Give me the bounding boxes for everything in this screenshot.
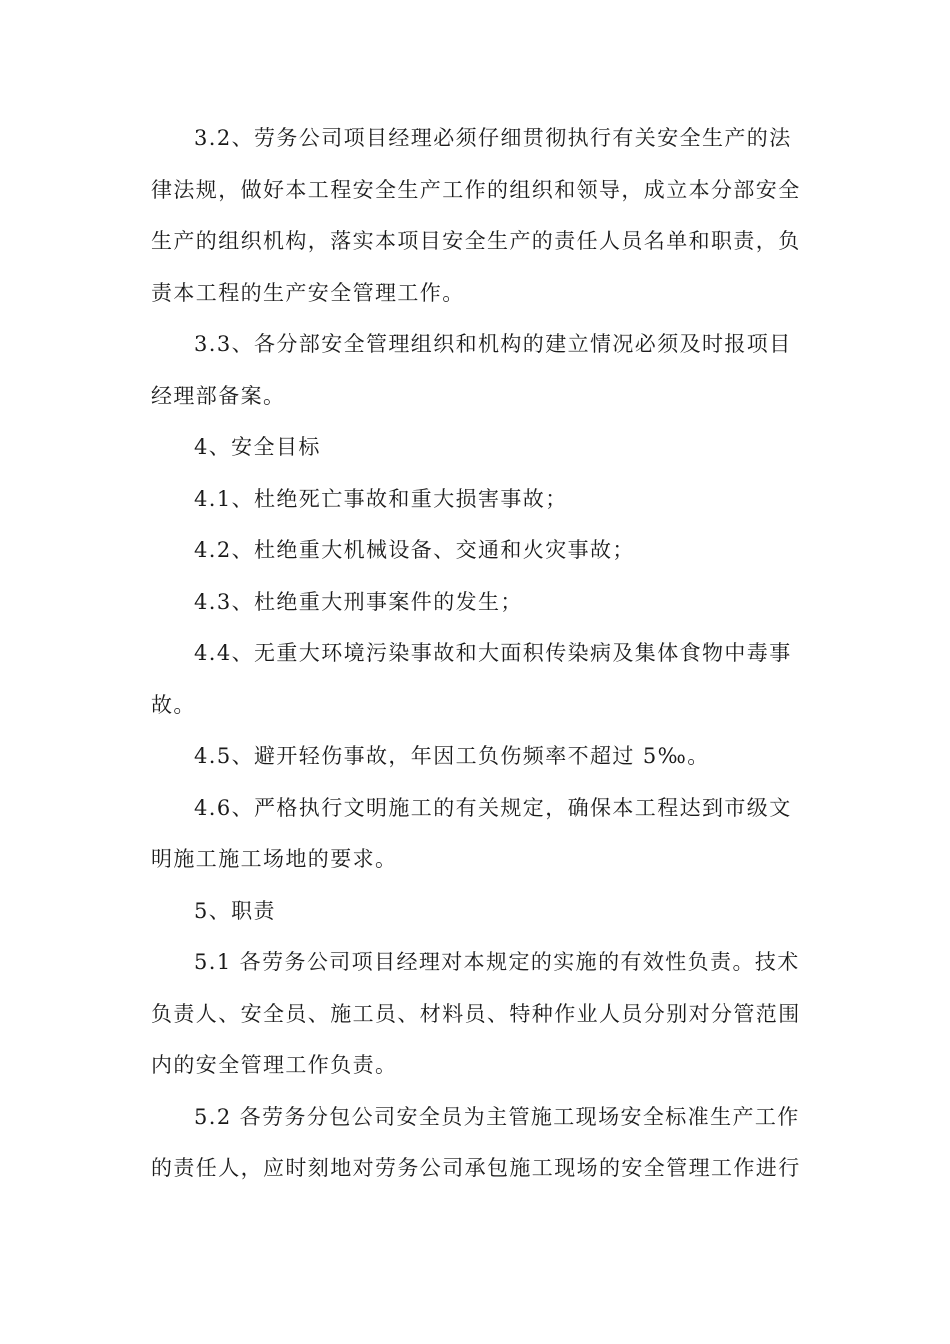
text-line: 内的安全管理工作负责。 — [151, 1053, 398, 1077]
text-line: 律法规，做好本工程安全生产工作的组织和领导，成立本分部安全 — [151, 177, 801, 202]
section-heading-4 — [151, 422, 801, 474]
paragraph-4-2 — [151, 525, 801, 577]
text-line: 3.2、劳务公司项目经理必须仔细贯彻执行有关安全生产的法 — [194, 126, 792, 150]
text-line: 4.6、严格执行文明施工的有关规定，确保本工程达到市级文 — [194, 795, 792, 820]
text-line: 的责任人，应时刻地对劳务公司承包施工现场的安全管理工作进行 — [151, 1156, 801, 1180]
text-line: 3.3、各分部安全管理组织和机构的建立情况必须及时报项目 — [194, 332, 792, 356]
text-line: 4.3、杜绝重大刑事案件的发生； — [194, 589, 523, 614]
text-line: 4.1、杜绝死亡事故和重大损害事故； — [194, 486, 568, 511]
document-body — [151, 113, 801, 1195]
paragraph-3-2 — [151, 113, 801, 319]
paragraph-4-6 — [151, 783, 801, 886]
paragraph-3-3 — [151, 319, 801, 422]
paragraph-4-5 — [151, 731, 801, 783]
text-line: 责本工程的生产安全管理工作。 — [151, 280, 465, 305]
text-line: 5.2 各劳务分包公司安全员为主管施工现场安全标准生产工作 — [194, 1104, 800, 1129]
paragraph-4-3 — [151, 577, 801, 629]
text-line: 明施工施工场地的要求。 — [151, 847, 398, 871]
text-line: 4.2、杜绝重大机械设备、交通和火灾事故； — [194, 538, 635, 562]
text-line: 经理部备案。 — [151, 383, 286, 408]
text-line: 生产的组织机构，落实本项目安全生产的责任人员名单和职责，负 — [151, 229, 801, 253]
text-line: 4.5、避开轻伤事故，年因工负伤频率不超过 5‰。 — [194, 744, 710, 768]
paragraph-5-2 — [151, 1092, 801, 1195]
paragraph-5-1 — [151, 937, 801, 1092]
text-line: 4、安全目标 — [194, 435, 321, 459]
section-heading-5 — [151, 886, 801, 938]
paragraph-4-1 — [151, 474, 801, 526]
text-line: 故。 — [151, 692, 196, 717]
paragraph-4-4 — [151, 628, 801, 731]
text-line: 负责人、安全员、施工员、材料员、特种作业人员分别对分管范围 — [151, 1001, 801, 1026]
text-line: 5、职责 — [194, 898, 276, 923]
text-line: 4.4、无重大环境污染事故和大面积传染病及集体食物中毒事 — [194, 641, 792, 665]
text-line: 5.1 各劳务公司项目经理对本规定的实施的有效性负责。技术 — [194, 950, 800, 974]
